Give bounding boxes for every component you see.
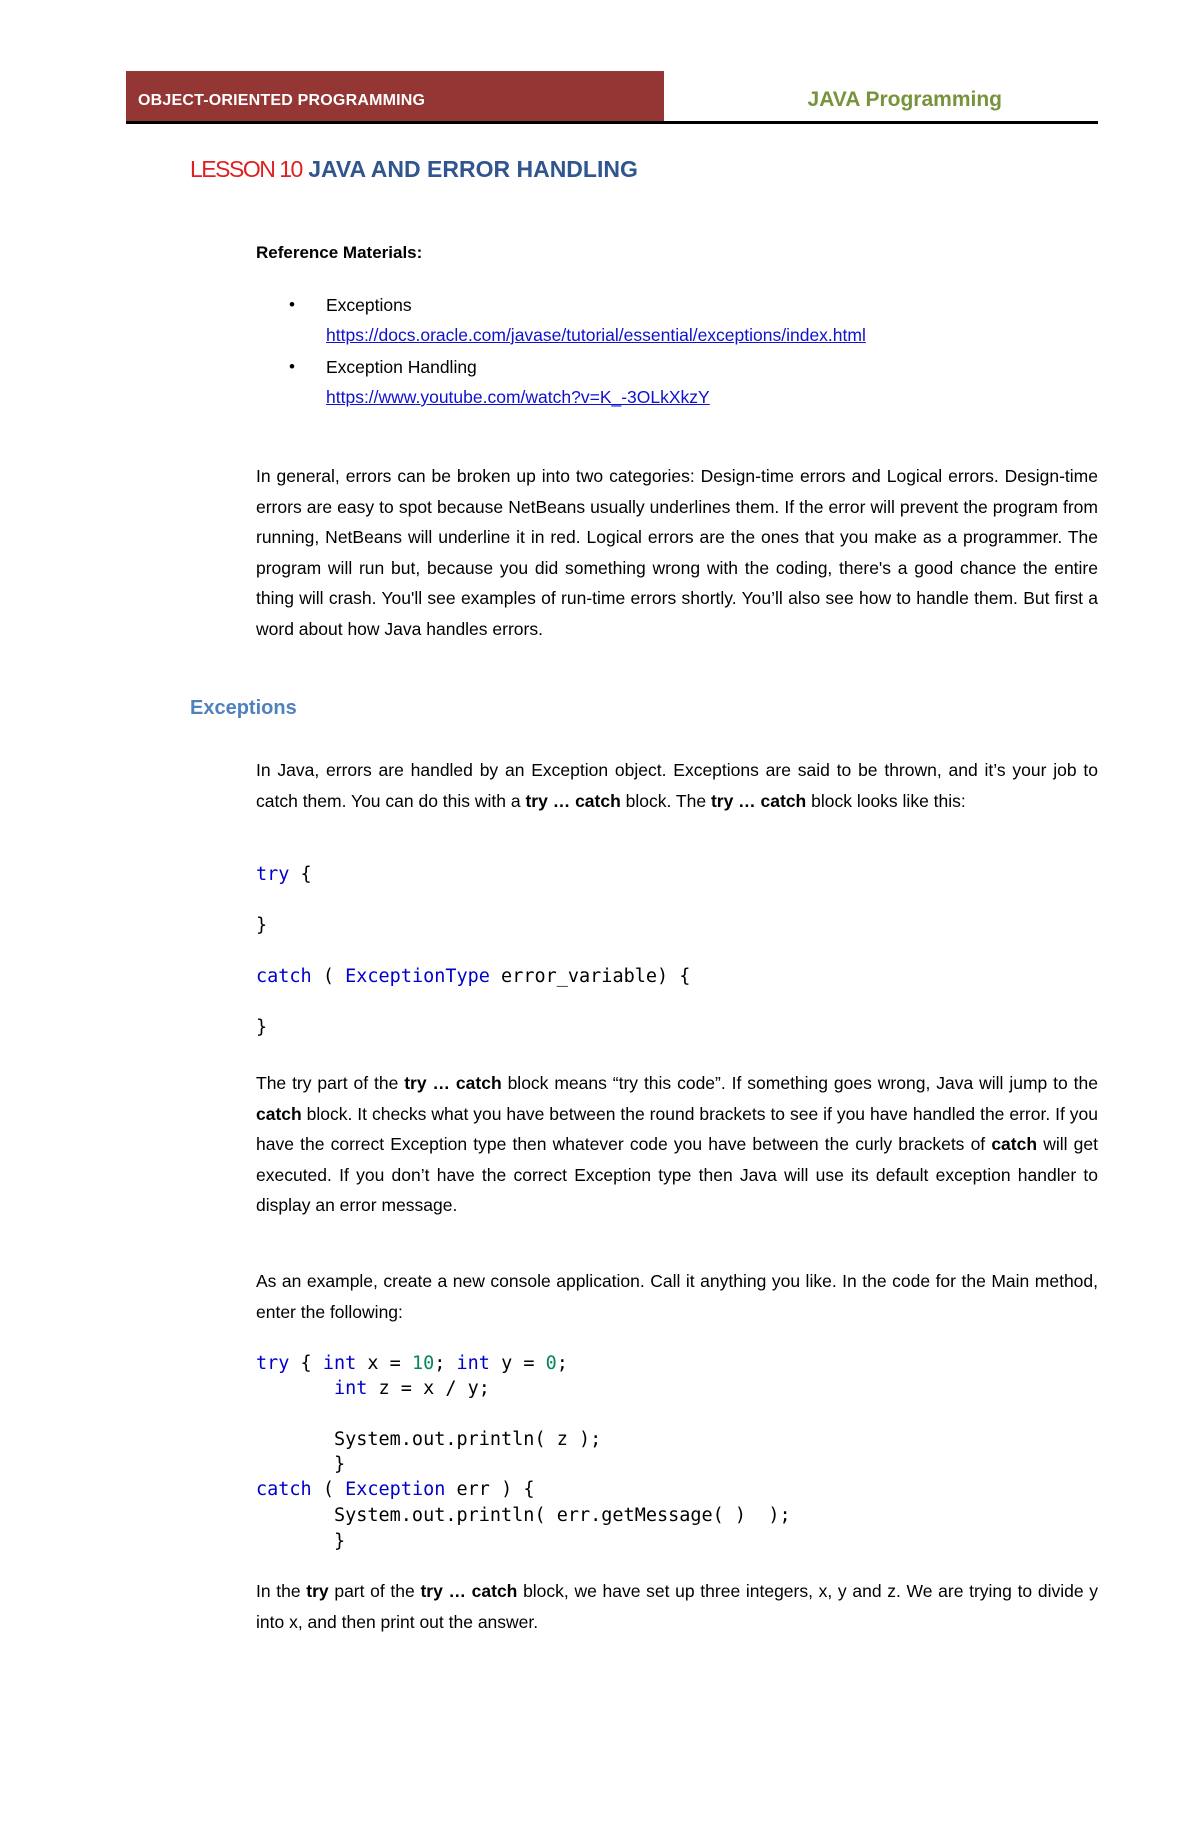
reference-link-exception-handling[interactable]: https://www.youtube.com/watch?v=K_-3OLkXkzY: [326, 387, 710, 407]
example-intro-paragraph: As an example, create a new console application. Call it anything you like. In the code for the Main method, enter the following:: [256, 1271, 1098, 1322]
keyword: int: [322, 1353, 357, 1374]
text-span: will get executed. If you don’t have the correct Exception type then Java will use its default exception handler to display an error message.: [256, 1134, 1098, 1215]
bold-term: catch: [991, 1134, 1038, 1154]
keyword: catch: [256, 966, 312, 987]
code-line: [256, 864, 312, 885]
course-header-banner: [126, 71, 664, 122]
keyword: catch: [256, 1479, 312, 1500]
reference-title: Exception Handling: [326, 357, 477, 377]
keyword: try: [256, 864, 290, 885]
reference-item: [256, 352, 1116, 412]
try-catch-explanation: [256, 1068, 1098, 1221]
code-text: z = x / y;: [367, 1378, 490, 1399]
course-header-label: OBJECT-ORIENTED PROGRAMMING: [138, 92, 426, 109]
bullet-icon: •: [289, 357, 295, 376]
text-span: The try part of the: [256, 1073, 405, 1093]
bold-term: try … catch: [525, 790, 621, 811]
code-text: (: [311, 966, 346, 987]
text-span: block means “try this code”. If something goes wrong, Java will jump to the: [501, 1073, 1098, 1093]
keyword: int: [333, 1378, 368, 1399]
text-span: part of the: [328, 1581, 421, 1601]
code-line: [256, 915, 267, 936]
code-line: System.out.println( err.getMessage( ) );: [256, 1505, 791, 1526]
text-span: In the: [256, 1581, 307, 1601]
code-line: [256, 1378, 490, 1399]
example-explanation-paragraph: [256, 1576, 1098, 1637]
code-text: {: [289, 864, 312, 885]
code-text: {: [289, 1353, 323, 1374]
reference-link-exceptions[interactable]: https://docs.oracle.com/javase/tutorial/essential/exceptions/index.html: [326, 325, 866, 345]
exceptions-paragraph: [256, 755, 1098, 816]
code-text: x =: [356, 1353, 412, 1374]
intro-paragraph: In general, errors can be broken up into two categories: Design-time errors and Logical errors. Design-time errors are easy to spot because NetBeans usually underlines them. If the error will prevent the program from running, NetBeans will underline it in red. Logical errors are the ones that you make as a programmer. The program will run but, because you did something wrong with the coding, there's a good chance the entire thing will crash. You'll see examples of run-time errors shortly. You’ll also see how to handle them. But first a word about how Java handles errors.: [256, 466, 1098, 639]
bold-term: try: [306, 1581, 329, 1601]
lesson-title: [190, 156, 638, 183]
section-heading-exceptions: Exceptions: [190, 697, 297, 719]
reference-item: [256, 290, 1116, 350]
reference-list: [256, 290, 1116, 414]
keyword: ExceptionType: [345, 966, 490, 987]
code-line: }: [256, 1454, 346, 1475]
code-text: ;: [434, 1353, 457, 1374]
bold-term: try … catch: [710, 790, 807, 811]
keyword: int: [456, 1353, 490, 1374]
code-text: }: [256, 1017, 268, 1038]
bullet-icon: •: [289, 295, 295, 314]
code-text: y =: [489, 1353, 546, 1374]
text-span: block looks like this:: [806, 790, 966, 811]
code-text: ;: [556, 1353, 568, 1374]
text-span: block. It checks what you have between the round brackets to see if you have handled the error. If you have the correct Exception type then whatever code you have between the curly brackets of: [256, 1103, 1098, 1154]
code-text: (: [311, 1479, 346, 1500]
reference-title: Exceptions: [326, 295, 412, 315]
subject-header-label: JAVA Programming: [807, 88, 1002, 111]
number-literal: 0: [545, 1353, 557, 1374]
code-line: System.out.println( z );: [256, 1429, 602, 1450]
code-line: [256, 1017, 267, 1038]
code-text: err ) {: [445, 1479, 535, 1500]
code-text: error_variable) {: [489, 966, 691, 987]
number-literal: 10: [411, 1353, 435, 1374]
text-span: block, we have set up three integers, x, y and z. We are trying to divide y into x, and then print out the answer.: [256, 1581, 1098, 1632]
code-text: }: [256, 915, 268, 936]
code-line: [256, 1353, 568, 1374]
bold-term: try … catch: [420, 1581, 518, 1601]
lesson-topic: JAVA AND ERROR HANDLING: [308, 156, 638, 182]
code-indent: [256, 1378, 334, 1399]
code-line: [256, 1479, 534, 1500]
keyword: Exception: [345, 1479, 446, 1500]
text-span: In Java, errors are handled by an Exception object. Exceptions are said to be thrown, and it’s your job to catch them. You can do this with a: [256, 760, 1098, 811]
header-divider: [126, 121, 1098, 124]
lesson-number: LESSON 10: [190, 156, 302, 182]
code-line: }: [256, 1531, 346, 1552]
bold-term: catch: [256, 1103, 302, 1124]
bold-term: try … catch: [404, 1073, 502, 1093]
code-line: [256, 966, 690, 987]
text-span: block. The: [620, 790, 711, 811]
keyword: try: [256, 1353, 290, 1374]
reference-materials-label: Reference Materials:: [256, 243, 423, 262]
